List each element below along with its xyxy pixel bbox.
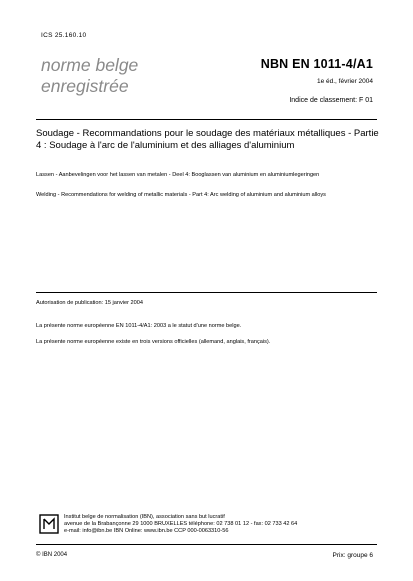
middle-divider — [36, 292, 377, 293]
belgian-status-statement: La présente norme européenne EN 1011-4/A1: 2003 a le statut d'une norme belge. — [36, 323, 242, 329]
bottom-divider — [36, 544, 377, 545]
title-dutch: Lassen - Aanbevelingen voor het lassen van metalen - Deel 4: Booglassen van aluminium en aluminiumlegeringen — [36, 172, 320, 178]
ics-code: ICS 25.160.10 — [41, 32, 87, 39]
brand-title — [41, 55, 138, 97]
ibn-logo-icon — [39, 514, 59, 534]
official-versions-statement: La présente norme européenne existe en trois versions officielles (allemand, anglais, français). — [36, 339, 271, 345]
brand-line-2: enregistrée — [41, 76, 129, 96]
institute-address: avenue de la Brabançonne 29 1000 BRUXELLES téléphone: 02 738 01 12 - fax: 02 733 42 64 — [64, 521, 298, 528]
top-divider — [36, 119, 377, 120]
title-french: Soudage - Recommandations pour le soudage des matériaux métalliques - Partie 4 : Soudage à l'arc de l'aluminium et des alliages d'aluminium — [36, 128, 379, 151]
price-group: Prix: groupe 6 — [332, 552, 373, 559]
institute-online: e-mail: info@ibn.be IBN Online: www.ibn.be CCP 000-0063310-56 — [64, 528, 229, 535]
copyright: © IBN 2004 — [36, 552, 68, 558]
classification-index: Indice de classement: F 01 — [289, 97, 373, 104]
standard-number: NBN EN 1011-4/A1 — [260, 57, 373, 71]
edition-date: 1e éd., février 2004 — [316, 78, 373, 85]
institute-contact — [64, 514, 297, 536]
brand-line-1: norme belge — [41, 55, 139, 75]
institute-name: Institut belge de normalisation (IBN), association sans but lucratif — [64, 514, 225, 520]
publication-authorization: Autorisation de publication: 15 janvier 2004 — [36, 300, 143, 306]
title-english: Welding - Recommendations for welding of metallic materials - Part 4: Arc welding of aluminium and aluminium alloys — [36, 192, 326, 198]
